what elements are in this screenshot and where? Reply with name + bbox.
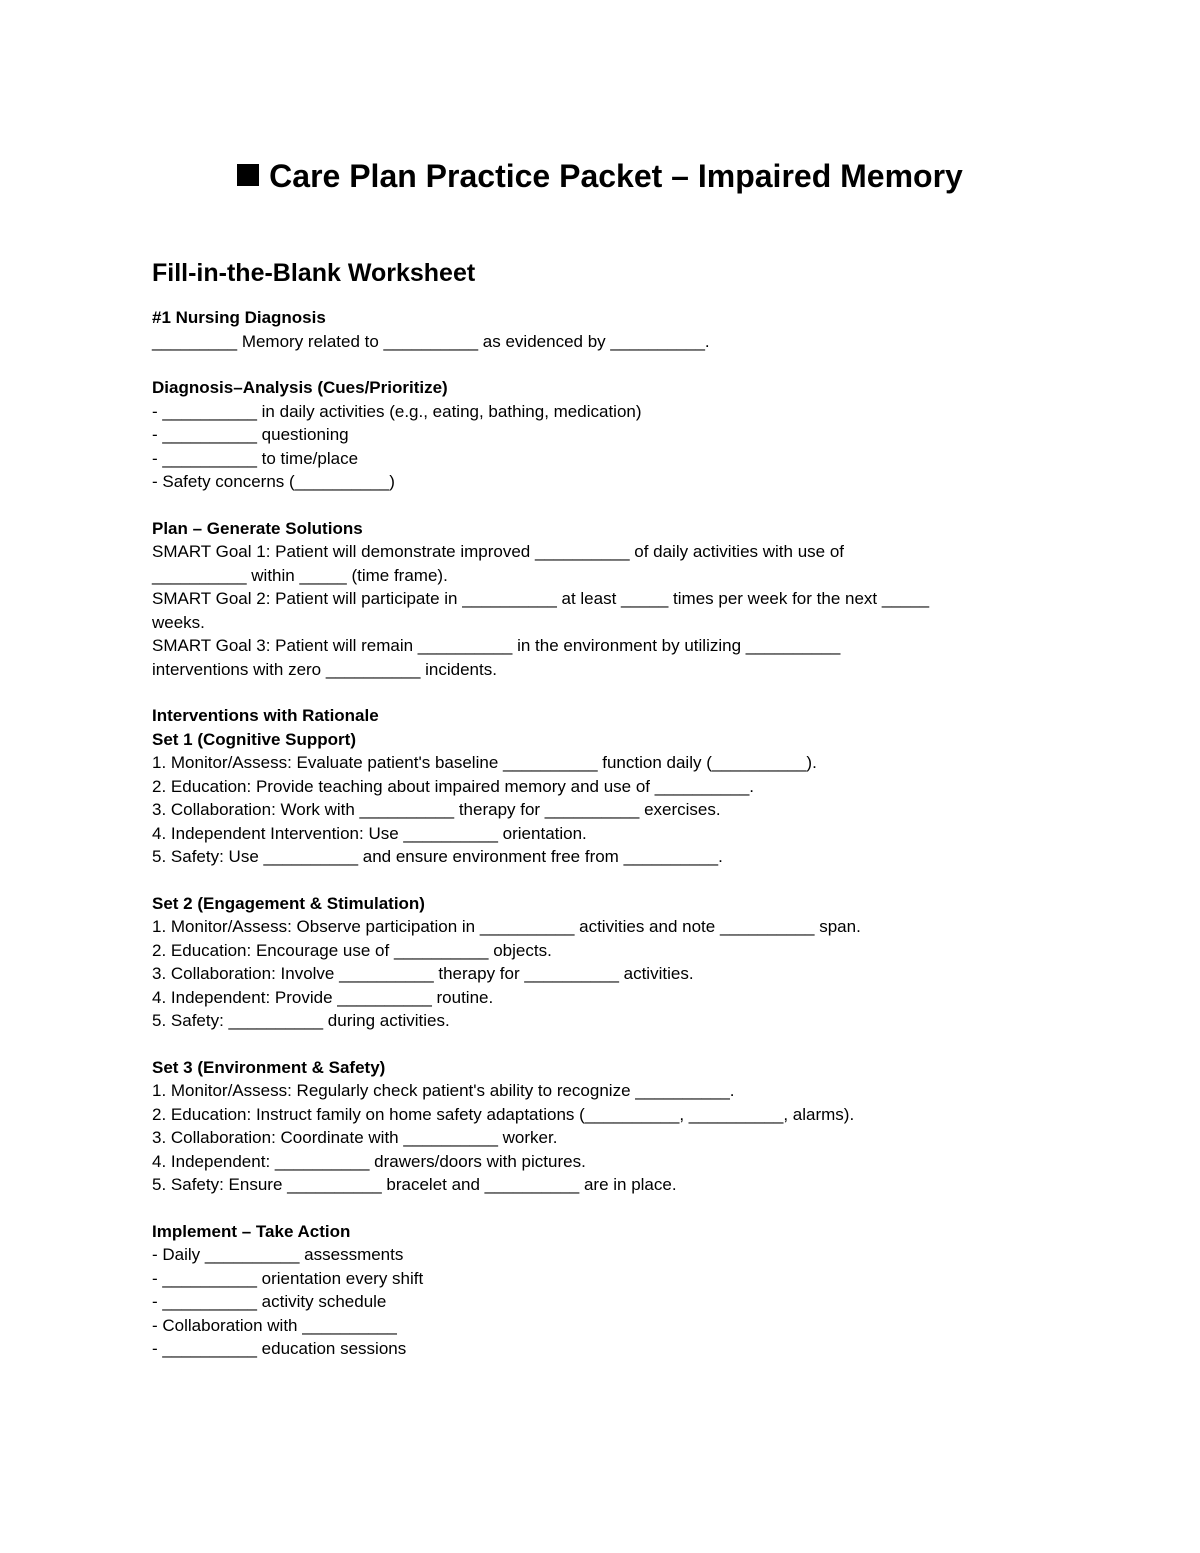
- worksheet-line: 5. Safety: Use __________ and ensure environment free from __________.: [152, 847, 723, 866]
- section-interventions-set-1: [152, 704, 1052, 869]
- section-set-3: [152, 1056, 1052, 1197]
- section-heading: Interventions with Rationale: [152, 706, 379, 725]
- section-heading: Implement – Take Action: [152, 1221, 351, 1241]
- worksheet-line: 4. Independent: Provide __________ routine.: [152, 987, 494, 1007]
- section-diagnosis-analysis: [152, 376, 1052, 494]
- section-heading: Diagnosis–Analysis (Cues/Prioritize): [152, 378, 448, 397]
- worksheet-line: 4. Independent Intervention: Use __________ orientation.: [152, 823, 587, 843]
- worksheet-line: weeks.: [152, 612, 205, 632]
- worksheet-line: - __________ orientation every shift: [152, 1268, 424, 1288]
- worksheet-line: - __________ activity schedule: [152, 1292, 387, 1311]
- worksheet-line: - __________ questioning: [152, 425, 349, 444]
- section-subheading: Set 1 (Cognitive Support): [152, 729, 356, 749]
- section-implement: [152, 1220, 1052, 1361]
- worksheet-line: - __________ in daily activities (e.g., eating, bathing, medication): [152, 401, 642, 421]
- worksheet-content: [152, 255, 1052, 1384]
- section-nursing-diagnosis: [152, 306, 1052, 353]
- worksheet-line: 2. Education: Provide teaching about impaired memory and use of __________.: [152, 776, 755, 796]
- worksheet-line: - __________ to time/place: [152, 448, 359, 468]
- section-heading: Set 3 (Environment & Safety): [152, 1057, 386, 1077]
- worksheet-line: 3. Collaboration: Involve __________ therapy for __________ activities.: [152, 964, 694, 983]
- worksheet-line: 1. Monitor/Assess: Evaluate patient's baseline __________ function daily (__________).: [152, 753, 817, 772]
- worksheet-line: 3. Collaboration: Coordinate with __________ worker.: [152, 1128, 558, 1147]
- worksheet-line: __________ within _____ (time frame).: [152, 565, 448, 585]
- section-heading: Plan – Generate Solutions: [152, 518, 363, 538]
- worksheet-line: - __________ education sessions: [152, 1339, 407, 1358]
- worksheet-line: 5. Safety: Ensure __________ bracelet and __________ are in place.: [152, 1175, 677, 1194]
- worksheet-line: interventions with zero __________ incidents.: [152, 659, 497, 679]
- worksheet-line: SMART Goal 2: Patient will participate in __________ at least _____ times per week for the next _____: [152, 589, 930, 608]
- section-heading: Set 2 (Engagement & Stimulation): [152, 893, 425, 913]
- worksheet-line: SMART Goal 1: Patient will demonstrate improved __________ of daily activities with use of: [152, 542, 845, 561]
- worksheet-subtitle: Fill-in-the-Blank Worksheet: [152, 259, 476, 287]
- worksheet-line: SMART Goal 3: Patient will remain __________ in the environment by utilizing __________: [152, 636, 841, 655]
- worksheet-line: 1. Monitor/Assess: Observe participation in __________ activities and note __________ span.: [152, 917, 861, 936]
- worksheet-line: - Collaboration with __________: [152, 1315, 397, 1335]
- section-plan: [152, 517, 1052, 682]
- worksheet-line: 2. Education: Encourage use of __________ objects.: [152, 940, 552, 960]
- section-set-2: [152, 892, 1052, 1033]
- worksheet-line: 1. Monitor/Assess: Regularly check patient's ability to recognize __________.: [152, 1081, 735, 1100]
- worksheet-line: _________ Memory related to __________ as evidenced by __________.: [152, 331, 710, 351]
- section-heading: #1 Nursing Diagnosis: [152, 308, 326, 327]
- worksheet-line: 3. Collaboration: Work with __________ therapy for __________ exercises.: [152, 800, 721, 819]
- worksheet-line: 5. Safety: __________ during activities.: [152, 1011, 450, 1030]
- worksheet-line: - Daily __________ assessments: [152, 1245, 404, 1264]
- document-title: Care Plan Practice Packet – Impaired Memory: [269, 158, 963, 194]
- worksheet-line: 4. Independent: __________ drawers/doors with pictures.: [152, 1151, 586, 1171]
- document-title-row: [0, 154, 1200, 198]
- worksheet-line: 2. Education: Instruct family on home safety adaptations (__________, __________, alarms).: [152, 1104, 855, 1124]
- black-square-icon: [237, 164, 259, 186]
- worksheet-line: - Safety concerns (__________): [152, 472, 395, 491]
